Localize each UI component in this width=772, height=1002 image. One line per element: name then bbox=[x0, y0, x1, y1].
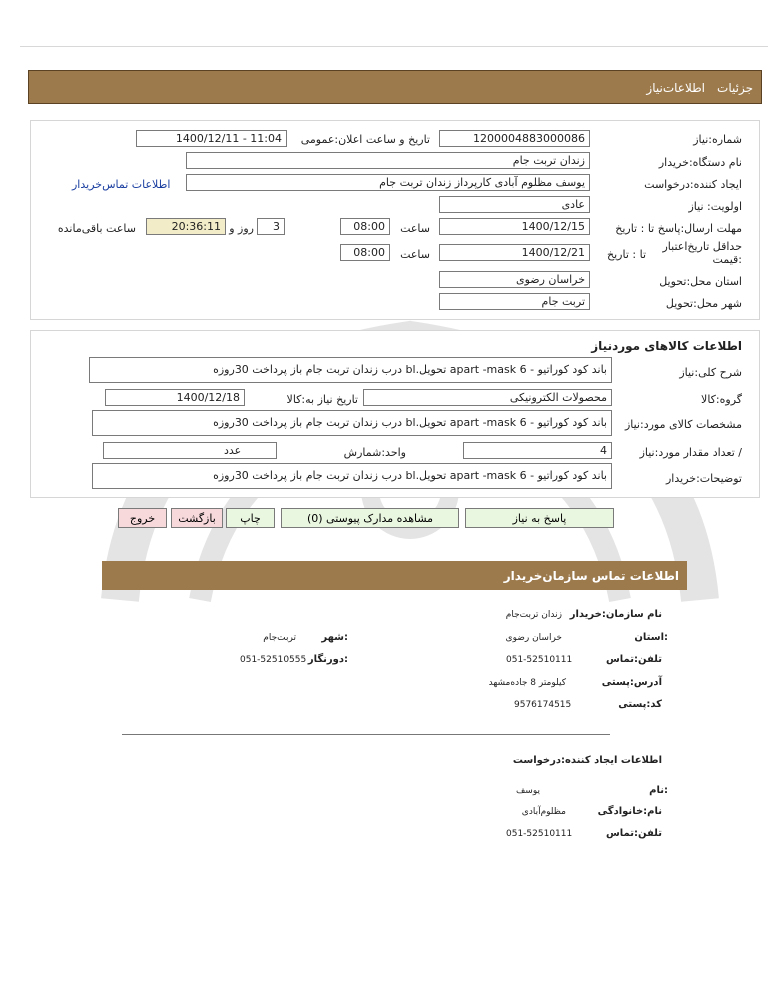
qty-field: 4 bbox=[463, 442, 612, 459]
contact-postal-label: کد:پستی bbox=[618, 699, 662, 710]
remaining-time-field: 20:36:11 bbox=[146, 218, 226, 235]
validity-time-field: 08:00 bbox=[340, 244, 390, 261]
qty-label: / تعداد مقدار مورد:نیاز bbox=[639, 446, 742, 459]
requester-name-value: یوسف bbox=[515, 786, 540, 796]
contact-phone-label: تلفن:تماس bbox=[605, 654, 662, 665]
section-divider bbox=[122, 734, 610, 735]
contact-city-label: :شهر bbox=[321, 632, 348, 643]
validity-time-label: ساعت bbox=[400, 248, 430, 261]
page-header bbox=[28, 70, 762, 104]
view-docs-button[interactable]: مشاهده مدارک پیوستی (0) bbox=[281, 508, 459, 528]
requester-family-label: نام:خانوادگی bbox=[597, 806, 662, 817]
buyer-notes-field: باند کود کوراتیو - apart -mask 6 تحویل.bl درب زندان تربت جام باز پرداخت 30روزه bbox=[92, 463, 612, 489]
need-date-label: تاریخ نیاز به:کالا bbox=[286, 393, 358, 406]
unit-label: واحد:شمارش bbox=[343, 446, 406, 459]
requester-family-value: مظلوم‌آبادی bbox=[521, 807, 566, 817]
goods-section-title: اطلاعات کالاهای موردنیاز bbox=[591, 339, 742, 353]
days-field: 3 bbox=[257, 218, 285, 235]
specs-label: مشخصات کالای مورد:نیاز bbox=[624, 418, 742, 431]
buyer-org-field: زندان تربت جام bbox=[186, 152, 590, 169]
province-field: خراسان رضوی bbox=[439, 271, 590, 288]
requester-section-title: اطلاعات ایجاد کننده:درخواست bbox=[512, 755, 662, 766]
need-info-panel bbox=[30, 120, 760, 320]
contact-fax-value: 051-52510555 bbox=[240, 655, 307, 665]
summary-label: شرح کلی:نیاز bbox=[679, 366, 742, 379]
contact-fax-label: :دورنگار bbox=[307, 654, 348, 665]
tab-need-info[interactable]: اطلاعات‌نیاز bbox=[646, 81, 705, 95]
contact-phone-value: 051-52510111 bbox=[506, 655, 573, 665]
deadline-time-label: ساعت bbox=[400, 222, 430, 235]
city-field: تربت جام bbox=[439, 293, 590, 310]
need-number-label: شماره:نیاز bbox=[693, 133, 742, 146]
remaining-label: ساعت باقی‌مانده bbox=[57, 222, 136, 235]
buyer-notes-label: توضیحات:خریدار bbox=[666, 472, 742, 485]
back-button[interactable]: بازگشت bbox=[171, 508, 223, 528]
requester-field: یوسف مظلوم آبادی کارپرداز زندان تربت جام bbox=[186, 174, 590, 191]
contact-section-header bbox=[102, 561, 687, 590]
announce-datetime-field: 1400/12/11 - 11:04 bbox=[136, 130, 287, 147]
city-label: شهر محل:تحویل bbox=[665, 297, 742, 310]
deadline-date-field: 1400/12/15 bbox=[439, 218, 590, 235]
requester-name-label: :نام bbox=[649, 785, 668, 796]
unit-field: عدد bbox=[103, 442, 277, 459]
priority-label: اولویت: نیاز bbox=[688, 200, 742, 213]
contact-org-value: زندان تربت‌جام bbox=[505, 610, 562, 620]
buyer-org-label: نام دستگاه:خریدار bbox=[658, 156, 742, 169]
validity-label: حداقل تاریخ‌اعتبار :قیمت bbox=[662, 240, 742, 266]
reply-button[interactable]: پاسخ به نیاز bbox=[465, 508, 614, 528]
requester-phone-value: 051-52510111 bbox=[506, 829, 573, 839]
requester-label: ایجاد کننده:درخواست bbox=[644, 178, 742, 191]
deadline-label: مهلت ارسال:پاسخ تا : تاریخ bbox=[615, 222, 742, 235]
specs-field: باند کود کوراتیو - apart -mask 6 تحویل.bl درب زندان تربت جام باز پرداخت 30روزه bbox=[92, 410, 612, 436]
need-date-field: 1400/12/18 bbox=[105, 389, 245, 406]
contact-address-value: کیلومتر 8 جاده‌مشهد bbox=[488, 678, 566, 688]
print-button[interactable]: چاپ bbox=[226, 508, 275, 528]
announce-label: تاریخ و ساعت اعلان:عمومی bbox=[300, 133, 430, 146]
contact-province-value: خراسان رضوی bbox=[505, 633, 562, 643]
province-label: استان محل:تحویل bbox=[659, 275, 742, 288]
goods-group-label: گروه:کالا bbox=[701, 393, 742, 406]
buyer-contact-link[interactable]: اطلاعات تماس‌خریدار bbox=[72, 178, 171, 191]
validity-to-label: تا : تاریخ bbox=[607, 248, 646, 261]
contact-address-label: آدرس:پستی bbox=[601, 677, 662, 688]
days-label: روز و bbox=[229, 222, 254, 235]
goods-group-field: محصولات الکترونیکی bbox=[363, 389, 612, 406]
exit-button[interactable]: خروج bbox=[118, 508, 167, 528]
contact-section-title: اطلاعات تماس سازمان‌خریدار bbox=[503, 569, 679, 583]
contact-province-label: :استان bbox=[634, 632, 668, 643]
validity-date-field: 1400/12/21 bbox=[439, 244, 590, 261]
contact-postal-value: 9576174515 bbox=[514, 700, 572, 710]
priority-field: عادی bbox=[439, 196, 590, 213]
top-divider bbox=[20, 46, 768, 47]
deadline-time-field: 08:00 bbox=[340, 218, 390, 235]
contact-city-value: تربت‌جام bbox=[263, 633, 296, 643]
tab-details[interactable]: جزئیات bbox=[717, 81, 753, 95]
summary-field: باند کود کوراتیو - apart -mask 6 تحویل.bl درب زندان تربت جام باز پرداخت 30روزه bbox=[89, 357, 612, 383]
contact-org-label: نام سازمان:خریدار bbox=[569, 609, 662, 620]
requester-phone-label: تلفن:تماس bbox=[605, 828, 662, 839]
need-number-field: 1200004883000086 bbox=[439, 130, 590, 147]
